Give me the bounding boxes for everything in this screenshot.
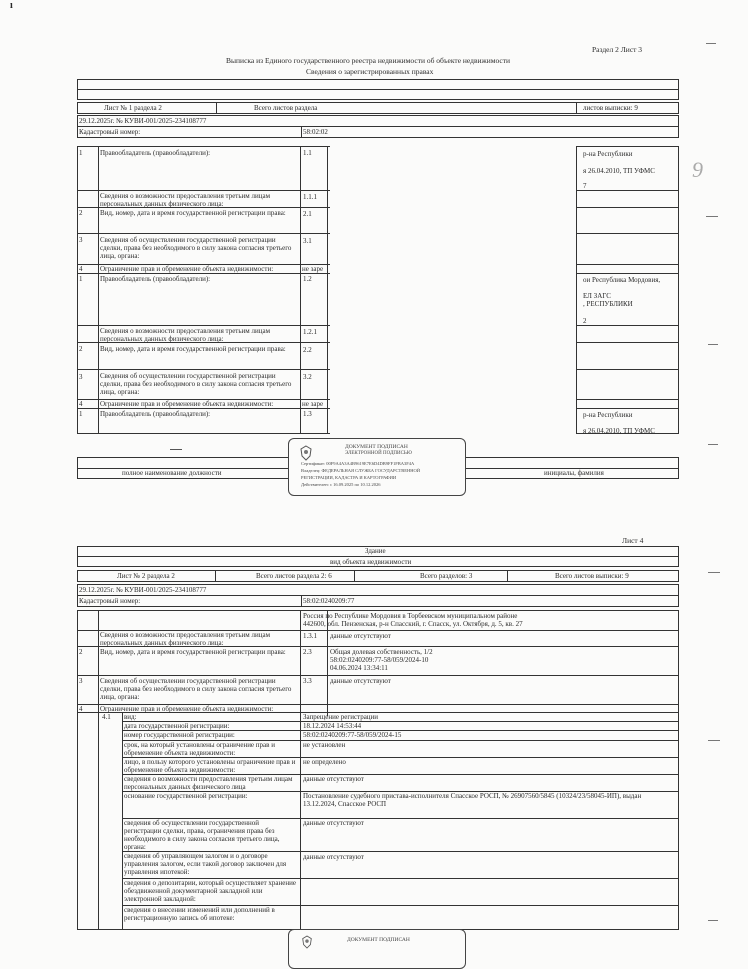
stamp-owner: Владелец: ФЕДЕРАЛЬНАЯ СЛУЖБА ГОСУДАРСТВЕННОЙ (301, 468, 421, 473)
row-number: 2 (79, 345, 83, 353)
row-label: Ограничение прав и обременение объекта недвижимости: (100, 400, 274, 408)
owner-address: 442600, обл. Пензенская, р-н Спасский, г. Спасск, ул. Октября, д. 5, кв. 27 (303, 620, 523, 628)
row-value: Общая долевая собственность, 1/2 58:02:0240209:77-58/059/2024-10 04.06.2024 13:34:11 (330, 648, 433, 672)
footer-position-caption: полное наименование должности (122, 469, 222, 477)
footer-name-caption: инициалы, фамилия (544, 469, 604, 477)
electronic-signature-stamp (288, 438, 466, 496)
stamp-title: ДОКУМЕНТ ПОДПИСАН (345, 444, 408, 450)
row-code: 3.3 (303, 677, 312, 685)
section-label: Раздел 2 Лист 3 (592, 45, 643, 54)
row-code: не заре (302, 265, 324, 273)
row-number: 1 (79, 275, 83, 283)
row-label: Сведения о возможности предоставления третьим лицам персональных данных физического лица: (100, 631, 271, 647)
object-type-caption: вид объекта недвижимости (330, 558, 412, 566)
row-value: ои Республика Мордовия, (583, 276, 661, 284)
row-code: 2.2 (303, 346, 312, 354)
restriction-label: сведения о возможности предоставления третьим лицам персональных данных физического лица (124, 775, 293, 791)
restriction-label: вид: (124, 713, 137, 721)
stamp-title: ДОКУМЕНТ ПОДПИСАН (347, 937, 410, 943)
row-number: 4 (79, 705, 83, 713)
total-sheets-section: Всего листов раздела 2: 6 (256, 572, 332, 580)
restriction-value: данные отсутствуют (303, 775, 364, 783)
total-sheets-extract: Всего листов выписки: 9 (555, 572, 629, 580)
cadastral-number: 58:02:0240209:77 (303, 597, 355, 605)
restriction-value: данные отсутствуют (303, 819, 364, 827)
emblem-icon (299, 445, 313, 461)
row-label: Вид, номер, дата и время государственной регистрации права: (100, 345, 286, 353)
row-number: 2 (79, 648, 83, 656)
row-value: р-на Республики (583, 150, 633, 158)
emblem-icon (301, 935, 313, 949)
stamp-validity: Действителен: с 16.09.2025 по 10.12.2026 (301, 482, 381, 487)
restriction-label: сведения об управляющем залогом и о договоре управления залогом, если такой договор заключен для управления ипотекой: (124, 852, 287, 876)
row-value: я 26.04.2010, ТП УФМС (583, 167, 655, 175)
restriction-value: 18.12.2024 14:53:44 (303, 722, 362, 730)
row-value: я 26.04.2010, ТП УФМС (583, 427, 655, 435)
header-row-2 (77, 89, 679, 100)
row-code: 2.3 (303, 648, 312, 656)
sheet-number: Лист № 1 раздела 2 (104, 104, 162, 112)
row-code: 1.3 (303, 410, 312, 418)
stamp-owner-cont: РЕГИСТРАЦИИ, КАДАСТРА И КАРТОГРАФИИ (301, 475, 397, 480)
electronic-signature-stamp-2 (288, 929, 466, 969)
stamp-certificate: Сертификат: 00F9A4A3A4B9619E7E6D4DB9FF1FBA3F4A (301, 461, 415, 466)
total-sheets-section: Всего листов раздела (254, 104, 318, 112)
row-label: Вид, номер, дата и время государственной регистрации права: (100, 209, 286, 217)
row-code: 1.1 (303, 149, 312, 157)
row-label: Ограничение прав и обременение объекта недвижимости: (100, 705, 274, 713)
row-number: 2 (79, 209, 83, 217)
row-label: Ограничение прав и обременение объекта недвижимости: (100, 265, 274, 273)
row-code: 3.2 (303, 373, 312, 381)
handwritten-mark: 9 (692, 157, 703, 182)
row-value: , РЕСПУБЛИКИ (583, 300, 633, 308)
stamp-subtitle: ЭЛЕКТРОННОЙ ПОДПИСЬЮ (345, 451, 412, 456)
document-title: Выписка из Единого государственного реестра недвижимости об объекте недвижимости (226, 56, 511, 65)
restriction-label: сведения о внесении изменений или дополнений в регистрационную запись об ипотеке: (124, 906, 275, 922)
cadastral-row (77, 126, 679, 138)
restriction-value: данные отсутствуют (303, 853, 364, 861)
total-sheets-extract: листов выписки: 9 (583, 104, 638, 112)
restriction-label: срок, на который установлены ограничение прав и обременение объекта недвижимости: (124, 741, 275, 757)
restriction-label: дата государственной регистрации: (124, 722, 230, 730)
extract-date-number: 29.12.2025г. № КУВИ-001/2025-234108777 (79, 586, 207, 594)
restriction-label: сведения об осуществлении государственной регистрации сделки, права, ограничения права без необходимого в силу закона согласия третьего лица, органа: (124, 819, 280, 851)
row-number: 1 (79, 410, 83, 418)
restriction-value: Постановление судебного пристава-исполнителя Спасское РОСП, № 26907560/5845 (10324/23/58045-ИП), выдан 13.12.2024, Спасское РОСП (303, 792, 642, 808)
restriction-label: сведения о депозитарии, который осуществляет хранение обездвиженной документарной закладной или электронной закладной: (124, 879, 296, 903)
row-code: 1.2.1 (303, 328, 317, 336)
row-code: не заре (302, 400, 324, 408)
row-value: 7 (583, 182, 587, 190)
sheet-number: Лист № 2 раздела 2 (117, 572, 175, 580)
row-label: Сведения об осуществлении государственной регистрации сделки, права без необходимого в силу закона согласия третьего лица, органа: (100, 677, 292, 701)
row-value: данные отсутствуют (330, 677, 391, 685)
row-label: Сведения о возможности предоставления третьим лицам персональных данных физического лица: (100, 327, 271, 343)
row-value: ЕЛ ЗАГС (583, 292, 611, 300)
row-label: Правообладатель (правообладатели): (100, 410, 211, 418)
row-code: 2.1 (303, 210, 312, 218)
object-type: Здание (365, 547, 386, 555)
restriction-label: основание государственной регистрации: (124, 792, 248, 800)
restriction-value: не установлен (303, 741, 346, 749)
restriction-value: 58:02:0240209:77-58/059/2024-15 (303, 731, 402, 739)
restriction-code: 4.1 (102, 713, 111, 721)
row-label: Правообладатель (правообладатели): (100, 149, 211, 157)
cadastral-row (77, 595, 679, 607)
extract-date-number: 29.12.2025г. № КУВИ-001/2025-234108777 (79, 117, 207, 125)
row-number: 4 (79, 265, 83, 273)
document-subtitle: Сведения о зарегистрированных правах (306, 67, 434, 76)
restriction-label: лицо, в пользу которого установлены ограничение прав и обременение объекта недвижимости: (124, 758, 296, 774)
row-label: Сведения об осуществлении государственной регистрации сделки, права без необходимого в силу закона согласия третьего лица, органа: (100, 236, 292, 260)
row-number: 1 (79, 149, 83, 157)
redacted-area (330, 143, 577, 438)
sheet-label: Лист 4 (622, 536, 644, 545)
row-label: Сведения о возможности предоставления третьим лицам персональных данных физического лица: (100, 192, 271, 208)
row-code: 3.1 (303, 237, 312, 245)
corner-mark: ı (10, 0, 13, 11)
owner-address: Россия по Республике Мордовия в Торбеевском муниципальном районе (303, 612, 518, 620)
row-label: Вид, номер, дата и время государственной регистрации права: (100, 648, 286, 656)
row-code: 1.1.1 (303, 193, 317, 201)
restriction-label: номер государственной регистрации: (124, 731, 235, 739)
row-label: Правообладатель (правообладатели): (100, 275, 211, 283)
row-number: 3 (79, 373, 83, 381)
row-label: Сведения об осуществлении государственной регистрации сделки, права без необходимого в силу закона согласия третьего лица, органа: (100, 372, 292, 396)
row-number: 4 (79, 400, 83, 408)
row-code: 1.2 (303, 275, 312, 283)
row-value: данные отсутствуют (330, 632, 391, 640)
row-number: 3 (79, 236, 83, 244)
cadastral-label: Кадастровый номер: (79, 597, 141, 605)
row-code: 1.3.1 (303, 632, 317, 640)
restriction-value: не определено (303, 758, 346, 766)
total-sections: Всего разделов: 3 (420, 572, 473, 580)
cadastral-number: 58:02:02 (303, 128, 328, 136)
row-number: 3 (79, 677, 83, 685)
restriction-value: Запрещение регистрации (303, 713, 379, 721)
row-value: р-на Республики (583, 411, 633, 419)
row-value: 2 (583, 317, 587, 325)
cadastral-label: Кадастровый номер: (79, 128, 141, 136)
